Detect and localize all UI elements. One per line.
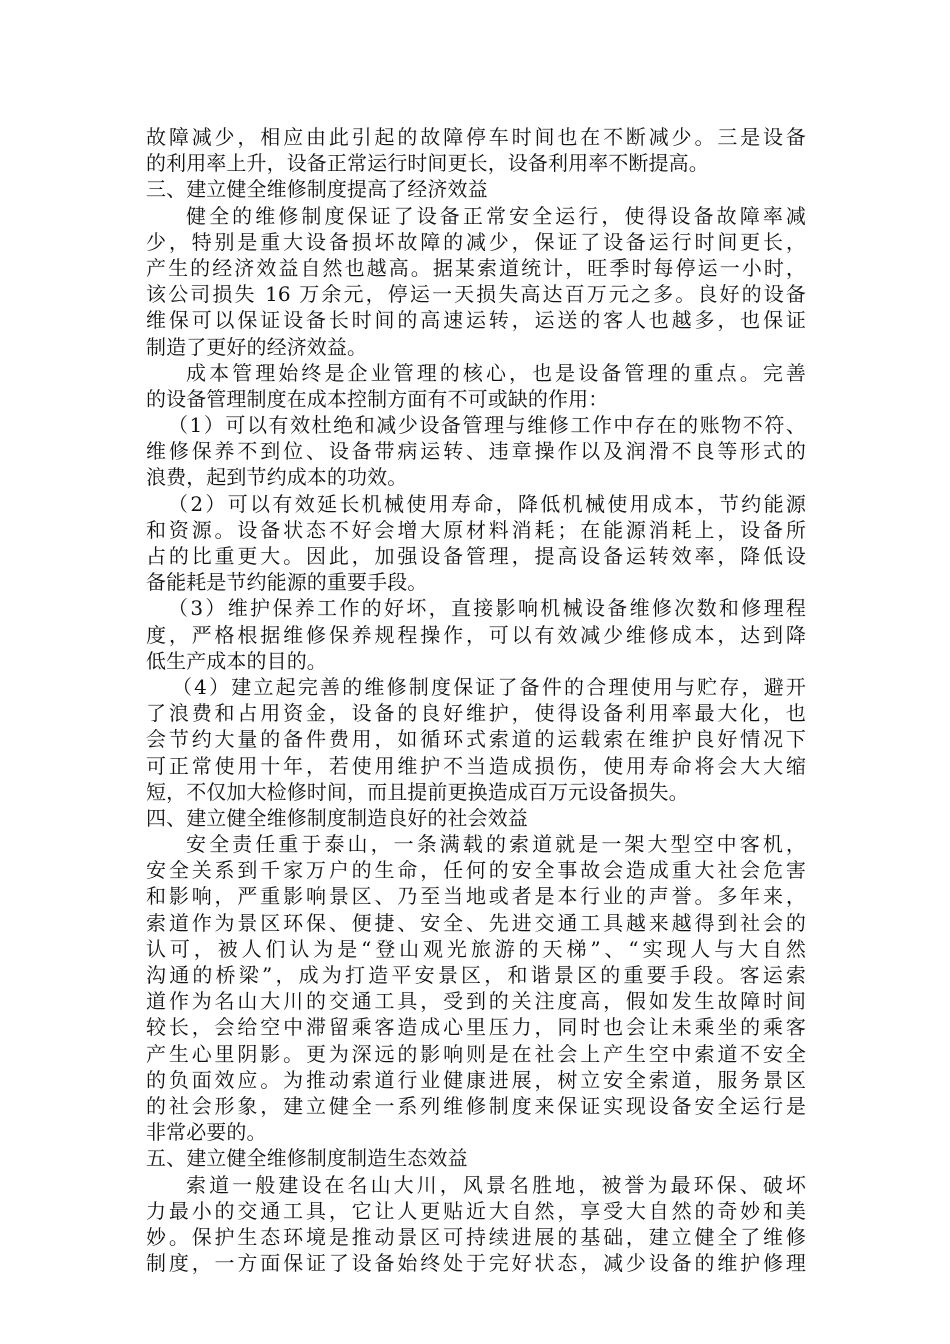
paragraph-line: 的设备管理制度在成本控制方面有不可或缺的作用： bbox=[146, 386, 609, 411]
paragraph-line: 和影响，严重影响景区、乃至当地或者是本行业的声誉。多年来， bbox=[146, 884, 806, 909]
paragraph-line: 沟通的桥梁”，成为打造平安景区，和谐景区的重要手段。客运索 bbox=[146, 963, 806, 987]
paragraph-line: 的负面效应。为推动索道行业健康进展，树立安全索道，服务景区 bbox=[146, 1067, 806, 1092]
paragraph-line: 索道一般建设在名山大川，风景名胜地，被誉为最环保、破坏 bbox=[186, 1172, 806, 1197]
section-heading: 三、建立健全维修制度提高了经济效益 bbox=[146, 177, 488, 202]
paragraph-line: 浪费，起到节约成本的功效。 bbox=[146, 465, 408, 490]
paragraph-line: 少，特别是重大设备损坏故障的减少，保证了设备运行时间更长， bbox=[146, 229, 806, 254]
paragraph-line: 认可，被人们认为是“登山观光旅游的天梯”、“实现人与大自然 bbox=[146, 936, 806, 961]
paragraph-line: 安全责任重于泰山，一条满载的索道就是一架大型空中客机， bbox=[186, 832, 806, 857]
paragraph-line: 安全关系到千家万户的生命，任何的安全事故会造成重大社会危害 bbox=[146, 858, 806, 883]
paragraph-line: 维修保养不到位、设备带病运转、违章操作以及润滑不良等形式的 bbox=[146, 439, 806, 464]
paragraph-line: 可正常使用十年，若使用维护不当造成损伤，使用寿命将会大大缩 bbox=[146, 753, 806, 778]
paragraph-line: 故障减少，相应由此引起的故障停车时间也在不断减少。三是设备 bbox=[146, 125, 806, 149]
paragraph-line: 和资源。设备状态不好会增大原材料消耗；在能源消耗上，设备所 bbox=[146, 517, 806, 542]
paragraph-line: 占的比重更大。因此，加强设备管理，提高设备运转效率，降低设 bbox=[146, 544, 806, 568]
paragraph-line: 道作为名山大川的交通工具，受到的关注度高，假如发生故障时间 bbox=[146, 989, 806, 1014]
list-item-line: （4）建立起完善的维修制度保证了备件的合理使用与贮存，避开 bbox=[172, 674, 806, 699]
section-heading: 五、建立健全维修制度制造生态效益 bbox=[146, 1146, 468, 1171]
paragraph-line: 妙。保护生态环境是推动景区可持续进展的基础，建立健全了维修 bbox=[146, 1224, 806, 1249]
paragraph-line: 产生心里阴影。更为深远的影响则是在社会上产生空中索道不安全 bbox=[146, 1041, 806, 1066]
paragraph-line: 产生的经济效益自然也越高。据某索道统计，旺季时每停运一小时， bbox=[146, 255, 806, 280]
document-body bbox=[146, 124, 806, 1276]
list-item-line: （2）可以有效延长机械使用寿命，降低机械使用成本，节约能源 bbox=[168, 491, 806, 516]
paragraph-line: 制度，一方面保证了设备始终处于完好状态，减少设备的维护修理 bbox=[146, 1251, 806, 1276]
list-item-line: （1）可以有效杜绝和减少设备管理与维修工作中存在的账物不符、 bbox=[168, 413, 806, 438]
paragraph-line: 制造了更好的经济效益。 bbox=[146, 334, 368, 359]
paragraph-line: 较长，会给空中滞留乘客造成心里压力，同时也会让未乘坐的乘客 bbox=[146, 1015, 806, 1040]
section-heading: 四、建立健全维修制度制造良好的社会效益 bbox=[146, 805, 528, 830]
paragraph-line: 该公司损失 16 万余元，停运一天损失高达百万元之多。良好的设备 bbox=[146, 282, 806, 307]
paragraph-line: 备能耗是节约能源的重要手段。 bbox=[146, 570, 428, 595]
paragraph-line: 成本管理始终是企业管理的核心，也是设备管理的重点。完善 bbox=[186, 360, 806, 385]
paragraph-line: 力最小的交通工具，它让人更贴近大自然，享受大自然的奇妙和美 bbox=[146, 1198, 806, 1223]
paragraph-line: 度，严格根据维修保养规程操作，可以有效减少维修成本，达到降 bbox=[146, 622, 806, 647]
paragraph-line: 的利用率上升，设备正常运行时间更长，设备利用率不断提高。 bbox=[146, 151, 709, 176]
paragraph-line: 会节约大量的备件费用，如循环式索道的运载索在维护良好情况下 bbox=[146, 727, 806, 752]
list-item-line: （3）维护保养工作的好坏，直接影响机械设备维修次数和修理程 bbox=[168, 596, 806, 621]
paragraph-line: 短，不仅加大检修时间，而且提前更换造成百万元设备损失。 bbox=[146, 779, 689, 804]
paragraph-line: 维保可以保证设备长时间的高速运转，运送的客人也越多，也保证 bbox=[146, 308, 806, 333]
paragraph-line: 低生产成本的目的。 bbox=[146, 648, 327, 673]
paragraph-line: 了浪费和占用资金，设备的良好维护，使得设备利用率最大化，也 bbox=[146, 701, 806, 726]
paragraph-line: 非常必要的。 bbox=[146, 1120, 267, 1145]
paragraph-line: 的社会形象，建立健全一系列维修制度来保证实现设备安全运行是 bbox=[146, 1093, 806, 1118]
paragraph-line: 索道作为景区环保、便捷、安全、先进交通工具越来越得到社会的 bbox=[146, 910, 806, 935]
paragraph-line: 健全的维修制度保证了设备正常安全运行，使得设备故障率减 bbox=[186, 203, 806, 228]
